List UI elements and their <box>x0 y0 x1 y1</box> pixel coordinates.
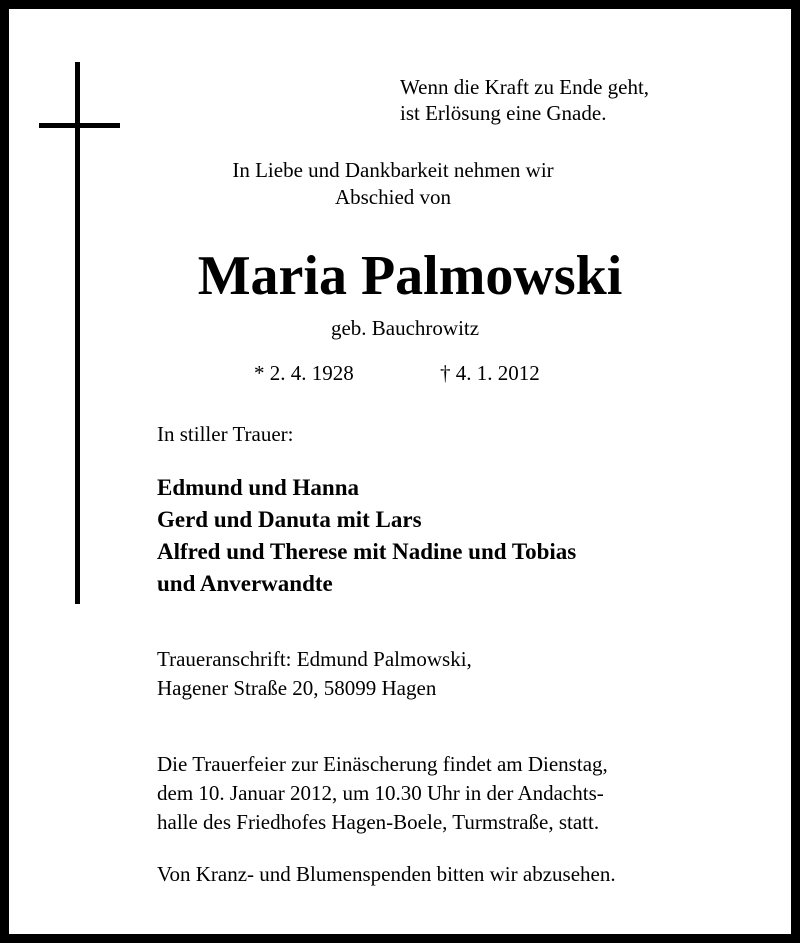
ceremony-line: Die Trauerfeier zur Einäscherung findet am Dienstag, <box>157 752 608 776</box>
cross-horizontal-bar <box>39 123 120 128</box>
motto-line: Wenn die Kraft zu Ende geht, <box>400 75 650 99</box>
ceremony-info <box>157 750 608 837</box>
intro-line: In Liebe und Dankbarkeit nehmen wir <box>232 158 554 182</box>
deceased-name: Maria Palmowski <box>197 245 623 307</box>
family-member: Alfred und Therese mit Nadine und Tobias <box>157 539 577 564</box>
intro-line: Abschied von <box>334 185 452 209</box>
address-line: Hagener Straße 20, 58099 Hagen <box>157 676 437 700</box>
family-member: Gerd und Danuta mit Lars <box>157 507 422 532</box>
intro-text <box>0 157 786 211</box>
motto-line: ist Erlösung eine Gnade. <box>400 101 607 125</box>
family-member: und Anverwandte <box>157 571 333 596</box>
mourning-address <box>157 645 472 703</box>
ceremony-line: halle des Friedhofes Hagen-Boele, Turmstraße, statt. <box>157 810 600 834</box>
motto-quote <box>400 74 649 126</box>
maiden-name: geb. Bauchrowitz <box>330 316 480 340</box>
death-date: † 4. 1. 2012 <box>440 361 540 385</box>
flowers-note: Von Kranz- und Blumenspenden bitten wir abzusehen. <box>157 862 616 886</box>
address-line: Traueranschrift: Edmund Palmowski, <box>157 647 472 671</box>
family-list <box>157 472 576 600</box>
birth-date: * 2. 4. 1928 <box>254 361 354 385</box>
ceremony-line: dem 10. Januar 2012, um 10.30 Uhr in der Andachts- <box>157 781 604 805</box>
mourning-label: In stiller Trauer: <box>157 422 294 446</box>
family-member: Edmund und Hanna <box>157 475 360 500</box>
